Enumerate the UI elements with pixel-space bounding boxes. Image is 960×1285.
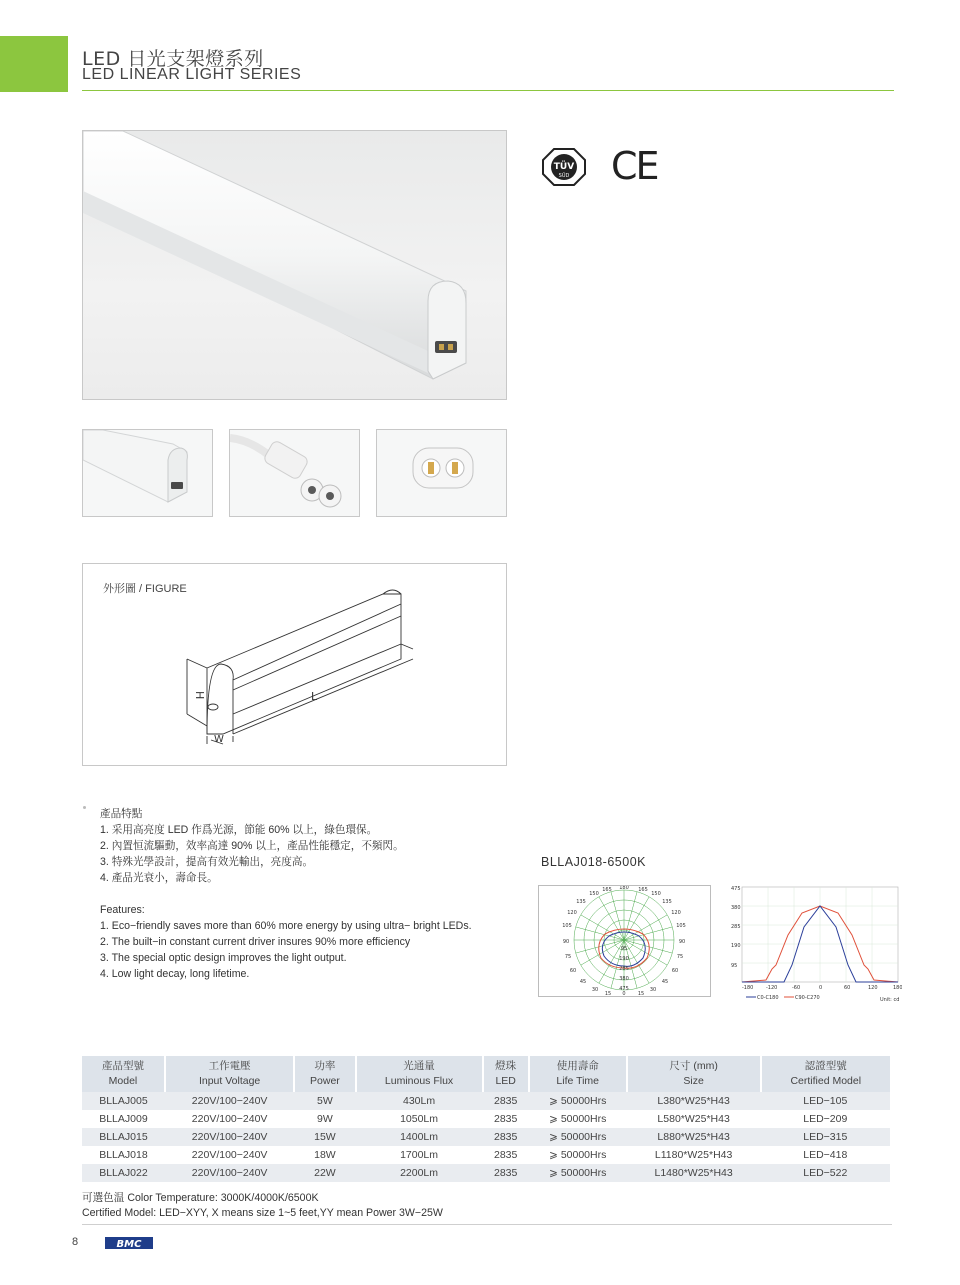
spec-table-header-row xyxy=(82,1056,890,1092)
table-row xyxy=(82,1110,890,1128)
table-cell: 220V/100−240V xyxy=(165,1128,294,1146)
table-cell: 220V/100−240V xyxy=(191,1149,268,1161)
table-cell: L880*W25*H43 xyxy=(627,1128,761,1146)
certified-model-note: Certified Model: LED−XYY, X means size 1~5 feet,YY mean Power 3W−25W xyxy=(82,1207,443,1219)
header-accent-block xyxy=(0,36,68,92)
col-header-power xyxy=(294,1056,355,1092)
col-header-flux xyxy=(356,1056,483,1092)
x-tick-label: -60 xyxy=(792,985,801,991)
table-cell: 2835 xyxy=(493,1149,518,1161)
polar-radial-label: 380 xyxy=(619,976,629,982)
table-cell: 1050Lm xyxy=(400,1113,439,1125)
col-header-voltage xyxy=(165,1056,294,1092)
table-row xyxy=(82,1092,890,1110)
dim-w-label: W xyxy=(214,734,224,745)
features-cn-item: 2. 內置恒流驅動，效率高達 90% 以上，產品性能穩定，不頻閃。 xyxy=(100,840,404,852)
color-temperature-note: 可選色温 Color Temperature: 3000K/4000K/6500K xyxy=(82,1192,319,1204)
features-en-item: 1. Eco−friendly saves more than 60% more energy by using ultra− bright LEDs. xyxy=(100,920,472,932)
x-tick-label: -120 xyxy=(766,985,778,991)
col-header-certified xyxy=(761,1056,890,1092)
table-cell: BLLAJ005 xyxy=(82,1092,165,1110)
table-cell: 1400Lm xyxy=(356,1128,483,1146)
x-tick-label: 180 xyxy=(893,985,902,991)
table-cell: LED−315 xyxy=(761,1128,890,1146)
col-header-text: Life Time xyxy=(556,1075,600,1087)
polar-angle-label: 165 xyxy=(602,887,612,893)
polar-angle-label: 60 xyxy=(671,968,679,974)
features-en-item: 4. Low light decay, long lifetime. xyxy=(100,968,250,980)
table-cell: BLLAJ009 xyxy=(99,1113,148,1125)
col-header-model xyxy=(82,1056,165,1092)
polar-angle-label: 105 xyxy=(562,923,572,929)
tuv-sud-icon xyxy=(541,147,587,192)
legend-label-c90: C90-C270 xyxy=(795,995,820,1001)
col-header-text: 認證型號 xyxy=(804,1060,847,1072)
tube-light-illustration xyxy=(83,131,506,399)
features-cn-item: 1. 采用高亮度 LED 作爲光源，節能 60% 以上，綠色環保。 xyxy=(100,824,378,836)
polar-angle-label: 45 xyxy=(661,979,669,985)
polar-light-distribution-chart xyxy=(538,885,711,997)
polar-angle-label: 15 xyxy=(604,991,612,996)
table-cell: 15W xyxy=(294,1128,355,1146)
table-cell: 220V/100−240V xyxy=(165,1164,294,1182)
polar-angle-label: 135 xyxy=(662,899,672,905)
table-cell: L1180*W25*H43 xyxy=(654,1149,733,1161)
table-cell: 18W xyxy=(314,1149,336,1161)
photometric-model-code: BLLAJ018-6500K xyxy=(541,855,646,869)
col-header-lifetime xyxy=(529,1056,627,1092)
thumb-connector-cable xyxy=(229,429,360,517)
col-header-led xyxy=(483,1056,529,1092)
features-en-item: 2. The built−in constant current driver insures 90% more efficiency xyxy=(100,936,411,948)
col-header-text: Power xyxy=(310,1075,340,1087)
col-header-text: Size xyxy=(683,1075,704,1087)
bmc-logo xyxy=(105,1236,153,1255)
table-cell: 2835 xyxy=(483,1092,529,1110)
table-row xyxy=(82,1164,890,1182)
table-row xyxy=(82,1146,890,1164)
polar-angle-label: 30 xyxy=(591,987,599,993)
table-row xyxy=(82,1128,890,1146)
x-tick-label: 120 xyxy=(868,985,878,991)
table-cell: 2835 xyxy=(483,1128,529,1146)
polar-angle-label: 165 xyxy=(638,887,648,893)
col-header-text: 使用壽命 xyxy=(556,1060,599,1072)
page-title-cn: LED 日光支架燈系列 xyxy=(82,48,264,70)
table-cell: LED−209 xyxy=(803,1113,848,1125)
table-cell: 22W xyxy=(294,1164,355,1182)
col-header-text: Luminous Flux xyxy=(384,1075,454,1087)
figure-label: 外形圖 / FIGURE xyxy=(103,583,187,595)
table-cell: 2835 xyxy=(493,1113,518,1125)
intensity-line-chart xyxy=(730,885,902,1005)
tuv-label: TÜV xyxy=(553,162,575,172)
features-cn-item: 4. 產品光衰小，壽命長。 xyxy=(100,872,218,884)
polar-angle-label: 60 xyxy=(569,968,577,974)
footer-divider xyxy=(82,1224,892,1225)
table-cell: L380*W25*H43 xyxy=(627,1092,761,1110)
spec-table xyxy=(82,1056,890,1182)
table-cell: 430Lm xyxy=(356,1092,483,1110)
table-cell: 2835 xyxy=(483,1164,529,1182)
table-cell: ⩾ 50000Hrs xyxy=(529,1164,627,1182)
tuv-sub-label: SÜD xyxy=(558,173,570,179)
polar-angle-label: 150 xyxy=(651,891,661,897)
polar-angle-label: 30 xyxy=(649,987,657,993)
y-tick-label: 95 xyxy=(731,963,738,969)
x-tick-label: 0 xyxy=(819,985,823,991)
features-cn-item: 3. 特殊光學設計，提高有效光輸出，亮度高。 xyxy=(100,856,314,868)
product-photo-main xyxy=(82,130,507,400)
table-cell: 220V/100−240V xyxy=(165,1092,294,1110)
page-title-en: LED LINEAR LIGHT SERIES xyxy=(82,66,302,83)
col-header-text: 產品型號 xyxy=(101,1060,144,1072)
thumb-tube-end xyxy=(82,429,213,517)
polar-radial-label: 285 xyxy=(619,966,629,972)
thumb-connector-plug xyxy=(376,429,507,517)
legend-label-c0: C0-C180 xyxy=(757,995,779,1001)
table-cell: 2200Lm xyxy=(356,1164,483,1182)
polar-radial-label: 190 xyxy=(619,956,629,962)
col-header-text: Input Voltage xyxy=(198,1075,261,1087)
table-cell: ⩾ 50000Hrs xyxy=(549,1113,607,1125)
header-divider xyxy=(82,90,894,91)
features-en-item: 3. The special optic design improves the light output. xyxy=(100,952,347,964)
polar-angle-label: 120 xyxy=(567,910,577,916)
table-cell: BLLAJ022 xyxy=(82,1164,165,1182)
polar-angle-label: 0 xyxy=(622,991,626,996)
dim-h-label: H xyxy=(193,691,206,700)
polar-angle-label: 15 xyxy=(637,991,645,996)
col-header-text: 功率 xyxy=(314,1060,336,1072)
x-tick-label: -180 xyxy=(742,985,754,991)
bullet-dot xyxy=(83,806,86,809)
polar-radial-label: 95 xyxy=(620,946,628,952)
table-cell: BLLAJ015 xyxy=(82,1128,165,1146)
polar-grid xyxy=(574,890,674,990)
features-cn xyxy=(100,806,404,886)
table-cell: 1700Lm xyxy=(400,1149,439,1161)
polar-angle-label: 105 xyxy=(676,923,686,929)
col-header-size xyxy=(627,1056,761,1092)
table-cell: LED−105 xyxy=(761,1092,890,1110)
unit-label: Unit: cd xyxy=(880,997,900,1003)
table-cell: ⩾ 50000Hrs xyxy=(529,1128,627,1146)
features-cn-heading: 產品特點 xyxy=(100,808,143,820)
col-header-text: 光通量 xyxy=(403,1060,435,1072)
table-cell: 9W xyxy=(317,1113,333,1125)
y-tick-label: 475 xyxy=(731,886,741,892)
table-cell: 220V/100−240V xyxy=(191,1113,268,1125)
table-cell: L580*W25*H43 xyxy=(657,1113,730,1125)
col-header-text: Model xyxy=(108,1075,138,1087)
y-tick-label: 190 xyxy=(731,943,741,949)
polar-angle-label: 45 xyxy=(579,979,587,985)
page-number: 8 xyxy=(72,1236,79,1248)
polar-angle-label: 75 xyxy=(564,954,572,960)
col-header-text: 工作電壓 xyxy=(208,1060,251,1072)
x-tick-label: 60 xyxy=(844,985,851,991)
ce-mark-icon: CE xyxy=(611,144,658,188)
col-header-text: 燈珠 xyxy=(495,1060,517,1072)
y-tick-label: 380 xyxy=(731,905,741,911)
table-cell: ⩾ 50000Hrs xyxy=(529,1092,627,1110)
polar-angle-label: 180 xyxy=(619,886,629,891)
table-cell: L1480*W25*H43 xyxy=(627,1164,761,1182)
polar-radial-label: 475 xyxy=(619,986,629,992)
polar-angle-label: 75 xyxy=(676,954,684,960)
col-header-text: LED xyxy=(495,1075,516,1087)
polar-angle-label: 120 xyxy=(671,910,681,916)
polar-angle-label: 150 xyxy=(589,891,599,897)
col-header-text: 尺寸 (mm) xyxy=(669,1060,718,1072)
table-cell: LED−418 xyxy=(803,1149,848,1161)
y-tick-label: 285 xyxy=(731,924,741,930)
brand-text: BMC xyxy=(116,1239,142,1250)
table-cell: 5W xyxy=(294,1092,355,1110)
col-header-text: Certified Model xyxy=(790,1075,862,1087)
features-en-heading: Features: xyxy=(100,904,145,916)
dim-l-label: L xyxy=(311,690,318,703)
polar-angle-label: 90 xyxy=(678,939,686,945)
table-cell: ⩾ 50000Hrs xyxy=(549,1149,607,1161)
polar-angle-label: 135 xyxy=(576,899,586,905)
table-cell: LED−522 xyxy=(761,1164,890,1182)
table-cell: BLLAJ018 xyxy=(99,1149,148,1161)
polar-angle-label: 90 xyxy=(562,939,570,945)
features-en xyxy=(100,902,472,982)
